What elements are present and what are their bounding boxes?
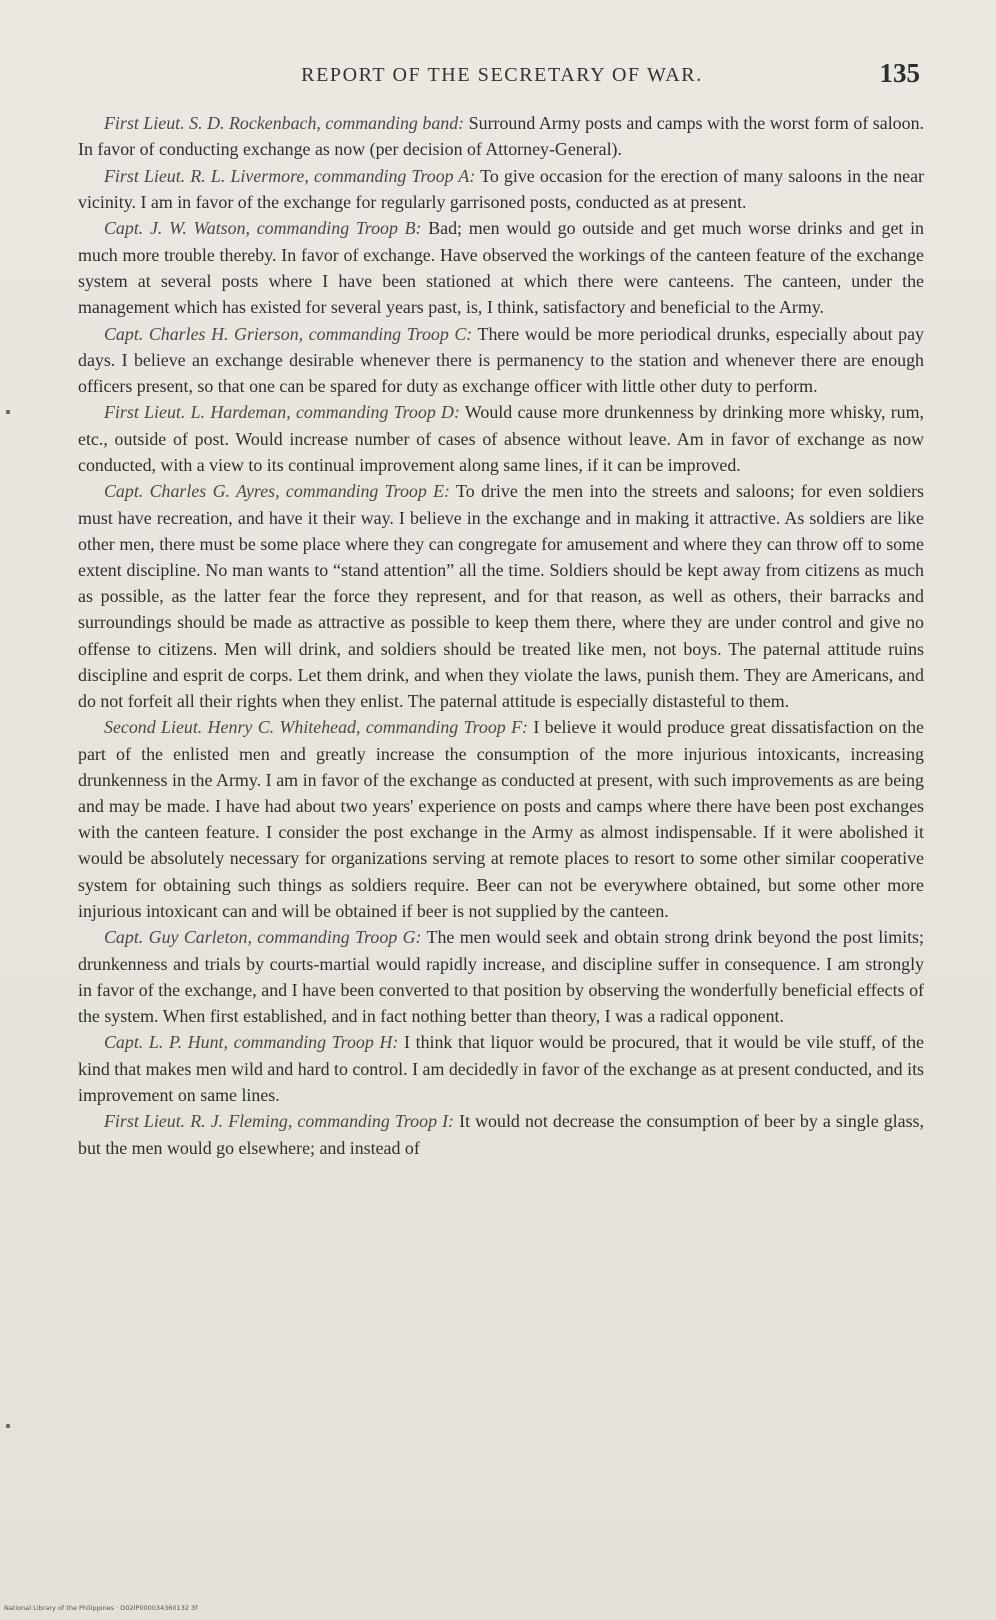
speaker-name: First Lieut. L. Hardeman, commanding Troop D: [104, 402, 460, 423]
testimony-paragraph [78, 1029, 924, 1108]
testimony-text: Bad; men would go outside and get much worse drinks and get in much more trouble thereby. In favor of exchange. Have observed the workings of the canteen feature of the exchange system at several posts where I have been stationed at which there were canteens. The canteen, under the management which has existed for several years past, is, I think, satisfactory and beneficial to the Army. [78, 218, 925, 318]
speaker-name: Capt. Guy Carleton, commanding Troop G: [104, 927, 422, 948]
speaker-name: Capt. Charles H. Grierson, commanding Troop C: [104, 323, 473, 344]
body-text [78, 110, 924, 1161]
speaker-name: First Lieut. R. L. Livermore, commanding Troop A: [104, 165, 476, 186]
page-header [84, 56, 920, 96]
speaker-name: Second Lieut. Henry C. Whitehead, commanding Troop F: [104, 717, 528, 738]
testimony-paragraph [78, 321, 924, 400]
scan-credit: National Library of the Philippines · D02İP000034360132 3f [4, 1604, 198, 1612]
testimony-paragraph [78, 1108, 924, 1160]
testimony-text: The men would seek and obtain strong drink beyond the post limits; drunkenness and trials by courts-martial would rapidly increase, and discipline suffer in consequence. I am strongly in favor of the exchange, and I have been converted to that position by observing the wonderfully beneficial effects of the system. When first established, and in fact nothing better than theory, I was a radical opponent. [78, 927, 924, 1026]
speaker-name: First Lieut. S. D. Rockenbach, commanding band: [104, 113, 465, 133]
speaker-name: First Lieut. R. J. Fleming, commanding Troop I: [104, 1111, 455, 1132]
testimony-text: Would cause more drunkenness by drinking more whisky, rum, etc., outside of post. Would increase number of cases of absence without leave. Am in favor of exchange as now conducted, with a view to its continual improvement along same lines, if it can be improved. [78, 402, 924, 475]
testimony-text: I think that liquor would be procured, that it would be vile stuff, of the kind that makes men wild and hard to control. I am decidedly in favor of the exchange as at present conducted, and its improvement on same lines. [78, 1032, 924, 1105]
testimony-text: To give occasion for the erection of many saloons in the near vicinity. I am in favor of the exchange for regularly garrisoned posts, conducted as at present. [78, 165, 924, 212]
testimony-paragraph [78, 163, 924, 215]
testimony-paragraph [78, 714, 924, 924]
testimony-text: There would be more periodical drunks, especially about pay days. I believe an exchange desirable whenever there is permanency to the station and whenever there are enough officers present, so that one can be spared for duty as exchange officer with little other duty to perform. [78, 323, 924, 396]
page-number: 135 [879, 58, 920, 88]
testimony-paragraph [78, 110, 924, 162]
testimony-paragraph [78, 399, 924, 478]
speaker-name: Capt. J. W. Watson, commanding Troop B: [104, 218, 422, 239]
speaker-name: Capt. L. P. Hunt, commanding Troop H: [104, 1032, 399, 1053]
margin-mark [6, 1424, 10, 1428]
testimony-paragraph [78, 215, 924, 320]
speaker-name: Capt. Charles G. Ayres, commanding Troop E: [104, 481, 451, 502]
testimony-text: It would not decrease the consumption of beer by a single glass, but the men would go elsewhere; and instead of [78, 1111, 924, 1158]
running-title: REPORT OF THE SECRETARY OF WAR. [301, 64, 703, 86]
testimony-text: To drive the men into the streets and saloons; for even soldiers must have recreation, and have it their way. I believe in the exchange and in making it attractive. As soldiers are like other men, there must be some place where they can congregate for amusement and where they can throw off to some extent discipline. No man wants to “stand attention” all the time. Soldiers should be kept away from citizens as much as possible, as the latter fear the force they represent, and for that reason, as well as others, their barracks and surroundings should be made as attractive as possible to keep them there, where they are under control and give no offense to citizens. Men will drink, and soldiers should be treated like men, not boys. The paternal attitude ruins discipline and esprit de corps. Let them drink, and when they violate the laws, punish them. They are Americans, and do not forfeit all their rights when they enlist. The paternal attitude is especially distasteful to them. [78, 481, 924, 711]
testimony-text: I believe it would produce great dissatisfaction on the part of the enlisted men and greatly increase the consumption of the more injurious intoxicants, increasing drunkenness in the Army. I am in favor of the exchange as conducted at present, with such improvements as are being and may be made. I have had about two years' experience on posts and camps where there have been post exchanges with the canteen feature. I consider the post exchange in the Army as almost indispensable. If it were abolished it would be absolutely necessary for organizations serving at remote places to resort to some other similar cooperative system for obtaining such things as soldiers require. Beer can not be everywhere obtained, but some other more injurious intoxicant can and will be obtained if beer is not supplied by the canteen. [78, 717, 924, 921]
testimony-paragraph [78, 924, 924, 1029]
margin-mark [6, 410, 10, 414]
testimony-paragraph [78, 478, 924, 714]
testimony-text: Surround Army posts and camps with the worst form of saloon. In favor of conducting exchange as now (per decision of Attorney-General). [78, 113, 924, 160]
